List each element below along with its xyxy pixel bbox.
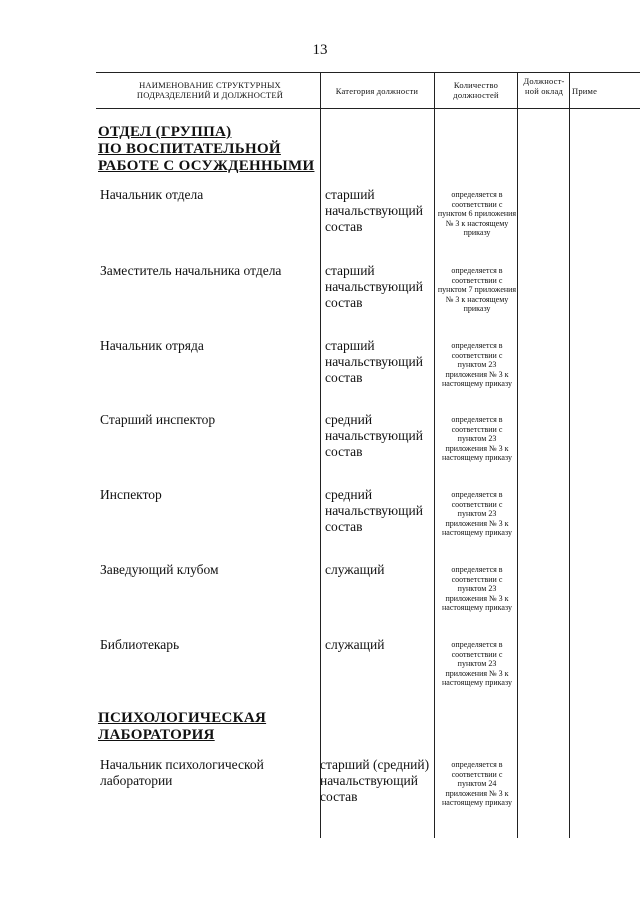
position-category: средний начальствующий состав: [325, 412, 423, 459]
position-name: Библиотекарь: [100, 637, 180, 652]
position-category: служащий: [325, 637, 385, 652]
position-name: Заместитель начальника отдела: [100, 263, 282, 278]
position-category: служащий: [325, 562, 385, 577]
position-quantity: определяется в соответствии с пунктом 23 приложения № 3 к настоящему приказу: [442, 565, 512, 612]
position-quantity: определяется в соответствии с пунктом 6 приложения № 3 к настоящему приказу: [437, 190, 517, 237]
section-title-line: ПСИХОЛОГИЧЕСКАЯ: [98, 710, 267, 726]
header-name: НАИМЕНОВАНИЕ СТРУКТУРНЫХ ПОДРАЗДЕЛЕНИЙ И ДОЛЖНОСТЕЙ: [136, 80, 284, 100]
position-name: Заведующий клубом: [100, 562, 219, 577]
position-name: Начальник психологической лаборатории: [100, 757, 264, 788]
column-divider-quantity: [517, 72, 518, 838]
header-quantity: Количество должностей: [453, 80, 499, 100]
table-header-bottom-border: [96, 108, 640, 109]
position-category: старший начальствующий состав: [325, 187, 423, 234]
position-name: Начальник отдела: [100, 187, 204, 202]
position-name: Инспектор: [100, 487, 162, 502]
section-title-line: ОТДЕЛ (ГРУППА): [98, 124, 232, 140]
position-quantity: определяется в соответствии с пунктом 23 приложения № 3 к настоящему приказу: [442, 341, 512, 388]
position-name: Старший инспектор: [100, 412, 216, 427]
position-name: Начальник отряда: [100, 338, 204, 353]
page-number: 13: [312, 42, 328, 58]
position-category: старший начальствующий состав: [325, 338, 423, 385]
section-title: [98, 124, 314, 175]
section-title: [98, 710, 266, 744]
position-quantity: определяется в соответствии с пунктом 24 приложения № 3 к настоящему приказу: [442, 760, 512, 807]
section-title-line: ПО ВОСПИТАТЕЛЬНОЙ: [98, 141, 281, 157]
header-note: Приме: [572, 86, 598, 96]
header-category: Категория должности: [335, 86, 419, 96]
section-title-line: ЛАБОРАТОРИЯ: [98, 727, 215, 743]
position-category: старший (средний) начальствующий состав: [320, 757, 430, 804]
position-quantity: определяется в соответствии с пунктом 7 приложения № 3 к настоящему приказу: [437, 266, 517, 313]
section-title-line: РАБОТЕ С ОСУЖДЕННЫМИ: [98, 158, 315, 174]
position-quantity: определяется в соответствии с пунктом 23 приложения № 3 к настоящему приказу: [442, 640, 512, 687]
column-divider-name: [320, 72, 321, 838]
position-category: старший начальствующий состав: [325, 263, 423, 310]
position-quantity: определяется в соответствии с пунктом 23 приложения № 3 к настоящему приказу: [442, 490, 512, 537]
table-top-border: [96, 72, 640, 73]
position-quantity: определяется в соответствии с пунктом 23 приложения № 3 к настоящему приказу: [442, 415, 512, 462]
column-divider-salary: [569, 72, 570, 838]
position-category: средний начальствующий состав: [325, 487, 423, 534]
header-salary: Должност-ной оклад: [523, 76, 565, 96]
column-divider-category: [434, 72, 435, 838]
